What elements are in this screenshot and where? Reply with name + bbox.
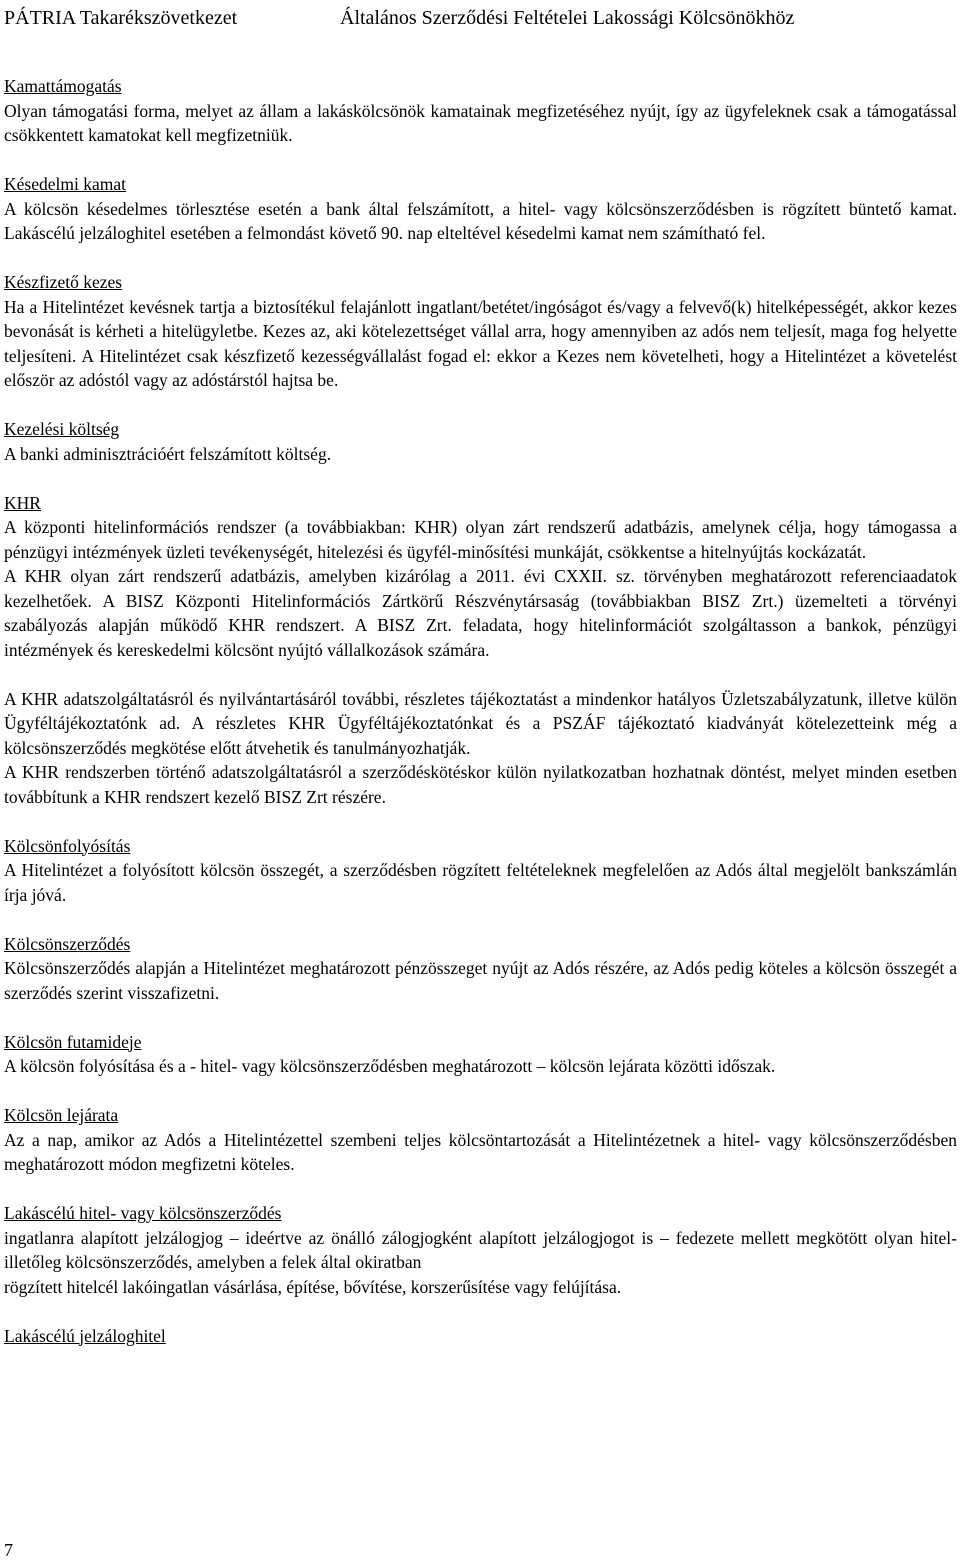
term-lakascelu-jelzaloghitel — [4, 1324, 957, 1349]
term-definition: Az a nap, amikor az Adós a Hitelintézettel szembeni teljes kölcsöntartozását a Hitelintézetnek a hitel- vagy kölcsönszerződésben meghatározott módon megfizetni köteles. — [4, 1129, 957, 1174]
term-kezelesi-koltseg — [4, 417, 957, 466]
term-kolcsonfolyositas — [4, 834, 957, 908]
term-definition: ingatlanra alapított jelzálogjog – ideértve az önálló zálogjogként alapított jelzálogjogot is – fedezete mellett megkötött olyan hitel- illetőleg kölcsönszerződés, amelyben a felek által okiratban — [4, 1227, 957, 1272]
term-kamattamogatas — [4, 74, 957, 148]
term-title: Lakáscélú hitel- vagy kölcsönszerződés — [4, 1203, 282, 1223]
term-definition: A Hitelintézet a folyósított kölcsön összegét, a szerződésben rögzített feltételeknek megfelelően az Adós által megjelölt bankszámlán írja jóvá. — [4, 860, 957, 905]
term-title: KHR — [4, 492, 41, 513]
page-number: 7 — [4, 1540, 13, 1560]
term-title: Kamattámogatás — [4, 76, 122, 96]
term-keszfizeto-kezes — [4, 270, 957, 393]
term-definition: A kölcsön folyósítása és a - hitel- vagy kölcsönszerződésben meghatározott – kölcsön lejárata közötti időszak. — [4, 1056, 776, 1076]
term-definition: Kölcsönszerződés alapján a Hitelintézet meghatározott pénzösszeget nyújt az Adós részére, az Adós pedig köteles a kölcsön összegét a szerződés szerint visszafizetni. — [4, 958, 957, 1003]
term-kolcsonszerzodes — [4, 932, 957, 1006]
header-document-title: Általános Szerződési Feltételei Lakossági Kölcsönökhöz — [340, 7, 795, 29]
page-header — [0, 0, 960, 36]
term-lakascelu-hitel — [4, 1201, 957, 1299]
term-title: Készfizető kezes — [4, 272, 123, 292]
term-title: Kölcsön lejárata — [4, 1105, 119, 1125]
term-title: Kölcsön futamideje — [4, 1031, 142, 1052]
header-organization: PÁTRIA Takarékszövetkezet — [4, 7, 238, 29]
term-definition: Olyan támogatási forma, melyet az állam a lakáskölcsönök kamatainak megfizetéséhez nyújt, így az ügyfeleknek csak a támogatással csökkentett kamatokat kell megfizetniük. — [4, 100, 957, 145]
term-kesedelmi-kamat — [4, 172, 957, 246]
term-definition-continued: A KHR olyan zárt rendszerű adatbázis, amelyben kizárólag a 2011. évi CXXII. sz. törvényben meghatározott referenciaadatok kezelhetőek. A BISZ Központi Hitelinformációs Zártkörű Részvénytársaság (továbbiakban BISZ Zrt.) üzemelteti a törvényi szabályozás alapján működő KHR rendszert. A BISZ Zrt. feladata, hogy hitelinformációt szolgáltasson a bankok, pénzügyi intézmények és kereskedelmi kölcsönt nyújtó vállalkozások számára. — [4, 566, 957, 660]
term-khr — [4, 491, 957, 663]
khr-info-paragraph: A KHR rendszerben történő adatszolgáltatásról a szerződéskötéskor külön nyilatkozatban hozhatnak döntést, melyet minden esetben továbbítunk a KHR rendszert kezelő BISZ Zrt részére. — [4, 762, 957, 807]
term-definition: A banki adminisztrációért felszámított költség. — [4, 443, 332, 464]
term-title: Késedelmi kamat — [4, 174, 126, 194]
term-title: Kezelési költség — [4, 419, 120, 439]
term-kolcson-futamideje — [4, 1030, 957, 1079]
term-kolcson-lejarata — [4, 1103, 957, 1177]
term-title: Kölcsönfolyósítás — [4, 835, 131, 856]
document-body — [4, 74, 957, 1373]
khr-info-paragraph: A KHR adatszolgáltatásról és nyilvántartásáról további, részletes tájékoztatást a mindenkor hatályos Üzletszabályzatunk, illetve külön Ügyféltájékoztatónk ad. A részletes KHR Ügyféltájékoztatónkat és a PSZÁF tájékoztató kiadványát kötelezetteink még a kölcsönszerződés megkötése előtt átvehetik és tanulmányozhatják. — [4, 688, 957, 758]
term-definition: A kölcsön késedelmes törlesztése esetén a bank által felszámított, a hitel- vagy kölcsönszerződésben is rögzített büntető kamat. Lakáscélú jelzáloghitel esetében a felmondást követő 90. nap elteltével késedelmi kamat nem számítható fel. — [4, 198, 957, 243]
term-title: Lakáscélú jelzáloghitel — [4, 1325, 166, 1346]
term-title: Kölcsönszerződés — [4, 933, 131, 954]
term-definition-continued: rögzített hitelcél lakóingatlan vásárlása, építése, bővítése, korszerűsítése vagy felújítása. — [4, 1276, 622, 1297]
khr-additional-info — [4, 687, 957, 810]
term-definition: Ha a Hitelintézet kevésnek tartja a biztosítékul felajánlott ingatlant/betétet/ingóságot és/vagy a felvevő(k) hitelképességét, akkor kezes bevonását is kérheti a hitelügyletbe. Kezes az, aki kötelezettséget vállal arra, hogy amennyiben az adós nem teljesít, maga fog helyette teljesíteni. A Hitelintézet csak készfizető kezességvállalást fogad el: ekkor a Kezes nem követelheti, hogy a Hitelintézet a követelést először az adóstól vagy az adóstárstól hajtsa be. — [4, 296, 957, 390]
term-definition: A központi hitelinformációs rendszer (a továbbiakban: KHR) olyan zárt rendszerű adatbázis, amelynek célja, hogy támogassa a pénzügyi intézmények üzleti tevékenységét, hitelezési és ügyfél-minősítési munkáját, csökkentse a hitelnyújtás kockázatát. — [4, 517, 957, 562]
